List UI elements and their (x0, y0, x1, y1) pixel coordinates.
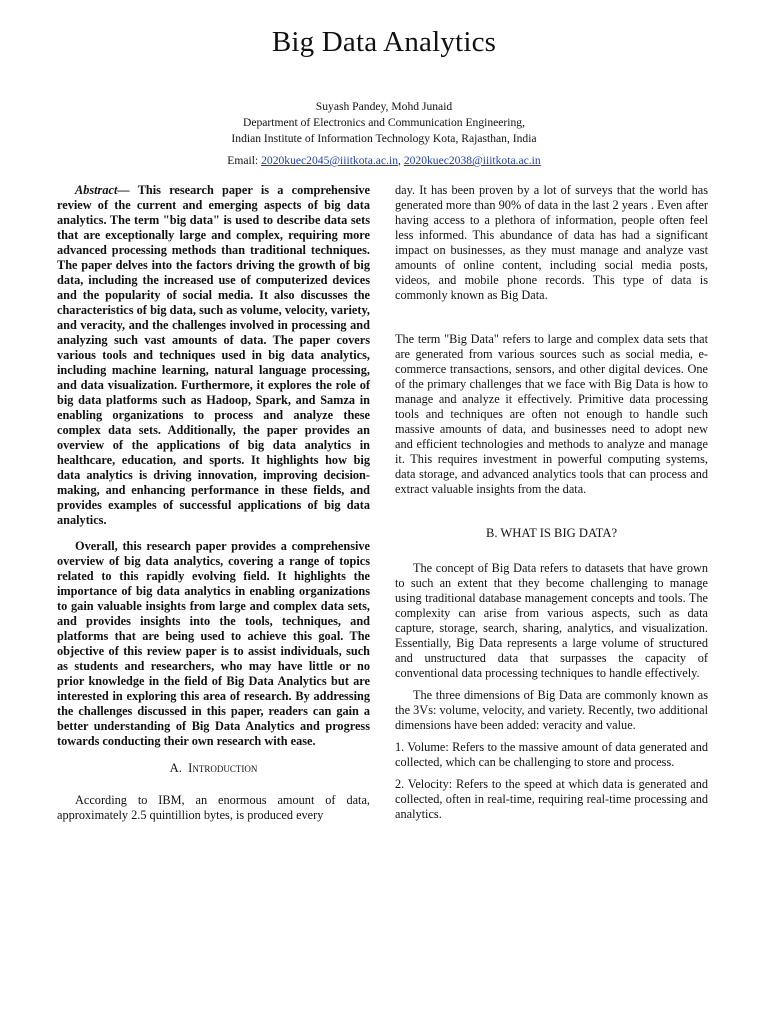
abstract-label: Abstract— (75, 183, 130, 197)
abstract-paragraph-1 (57, 183, 370, 528)
intro-paragraph-continued: day. It has been proven by a lot of surveys that the world has generated more than 90% of data in the last 2 years . Even after having access to a plethora of information, people often feel less informed. This abundance of data has had a significant impact on businesses, as they must manage and analyze vast amounts of online content, including social media posts, videos, and mobile phone records. This type of data is commonly known as Big Data. (395, 183, 708, 302)
email-label: Email: (227, 154, 259, 167)
right-column (395, 183, 708, 822)
big-data-paragraph-1: The concept of Big Data refers to datasets that have grown to such an extent that they become challenging to manage using traditional database management concepts and tools. The complexity can arise from various aspects, such as data capture, storage, search, sharing, analytics, and visualization. Essentially, Big Data represents a large volume of structured and unstructured data that surpasses the capacity of conventional data processing techniques to handle effectively. (395, 561, 708, 680)
intro-paragraph-2: The term "Big Data" refers to large and complex data sets that are generated from various sources such as social media, e-commerce transactions, sensors, and other digital devices. One of the primary challenges that we face with Big Data is how to manage and analyze it effectively. Primitive data processing tools and techniques are often not enough to handle such massive amounts of data, and businesses need to adopt new and efficient technologies and methods to analyze and manage it. This requires investment in powerful computing systems, data storage, and advanced analytics tools that can process and extract valuable insights from the data. (395, 332, 708, 496)
email-link-1[interactable]: 2020kuec2045@iiitkota.ac.in (261, 154, 398, 167)
abstract (57, 183, 370, 749)
left-column (57, 183, 370, 823)
introduction-paragraph-1: According to IBM, an enormous amount of data, approximately 2.5 quintillion bytes, is produced every (57, 793, 370, 822)
email-link-2[interactable]: 2020kuec2038@iiitkota.ac.in (403, 154, 541, 167)
volume-paragraph: 1. Volume: Refers to the massive amount of data generated and collected, which can be challenging to store and process. (395, 740, 708, 769)
big-data-paragraph-2: The three dimensions of Big Data are commonly known as the 3Vs: volume, velocity, and variety. Recently, two additional dimensions have been added: veracity and value. (395, 688, 708, 732)
author-block (0, 99, 768, 147)
paper-title: Big Data Analytics (271, 26, 497, 58)
author-institute: Indian Institute of Information Technology Kota, Rajasthan, India (231, 132, 537, 145)
abstract-text-1: This research paper is a comprehensive review of the current and emerging aspects of big data analytics. The term "big data" is used to describe data sets that are exceptionally large and complex, requiring more advanced processing methods than traditional techniques. The paper delves into the factors driving the growth of big data, including the increased use of computerized devices and the popularity of social media. It also discusses the characteristics of big data, such as volume, velocity, variety, and veracity, and the challenges involved in processing and analyzing such vast amounts of data. The paper covers various tools and techniques used in big data analytics, including machine learning, natural language processing, and data visualization. Furthermore, it explores the role of big data platforms such as Hadoop, Spark, and Samza in enabling organizations to process and analyze these complex data sets. Additionally, the paper provides an overview of the applications of big data analytics in healthcare, education, and sports. It highlights how big data analytics is driving innovation, improving decision-making, and enhancing performance in these fields, and provides examples of successful applications of big data analytics. (57, 183, 370, 527)
email-separator: , (398, 154, 401, 167)
velocity-paragraph: 2. Velocity: Refers to the speed at which data is generated and collected, often in real-time, requiring real-time processing and analytics. (395, 777, 708, 821)
section-heading-introduction (57, 761, 370, 776)
abstract-paragraph-2: Overall, this research paper provides a comprehensive overview of big data analytics, covering a range of topics related to this rapidly evolving field. It highlights the importance of big data analytics in enabling organizations to gain valuable insights from large and complex data sets, and provides insights into the tools, techniques, and platforms that are being used to achieve this goal. The objective of this review paper is to assist individuals, such as students and researchers, who may have little or no prior knowledge in the field of Big Data Analytics but are interested in exploring this area of research. By addressing the challenges discussed in this paper, readers can gain a better understanding of Big Data Analytics and progress towards conducting their own research with ease. (57, 539, 370, 748)
section-heading-what-is-big-data: B. WHAT IS BIG DATA? (485, 526, 618, 540)
section-a-title: Introduction (188, 761, 258, 775)
email-line (0, 154, 768, 167)
author-names: Suyash Pandey, Mohd Junaid (315, 100, 453, 113)
author-department: Department of Electronics and Communication Engineering, (242, 116, 526, 129)
section-a-number: A. (169, 761, 182, 775)
